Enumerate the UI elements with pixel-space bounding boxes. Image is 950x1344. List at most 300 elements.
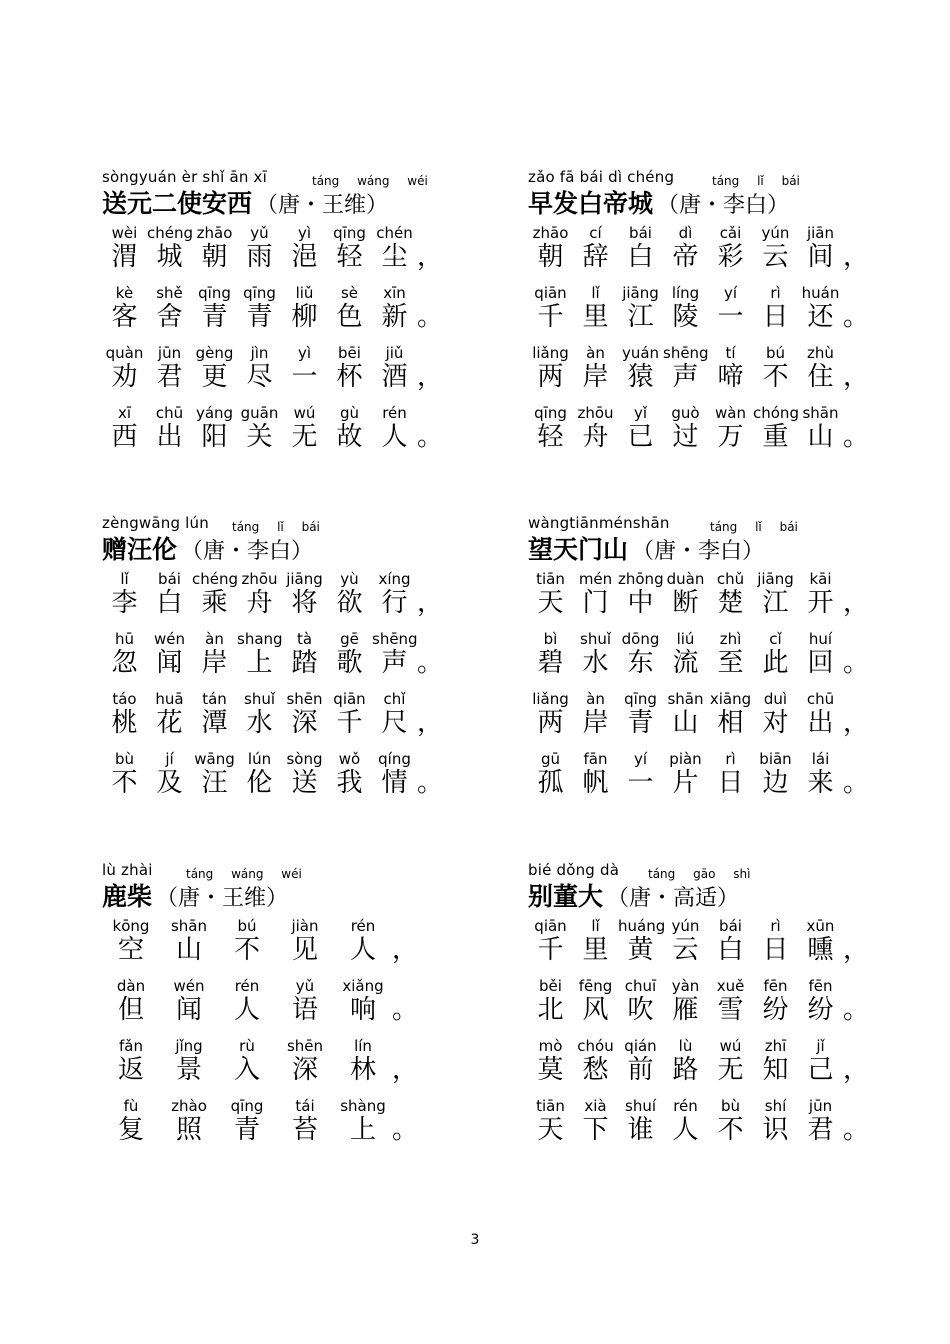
hanzi: 碧 — [537, 648, 564, 678]
syllable — [618, 284, 663, 342]
hanzi: 谁 — [627, 1115, 654, 1145]
hanzi: 对 — [762, 708, 789, 738]
hanzi: 千 — [537, 302, 564, 332]
punctuation-cell — [843, 690, 868, 748]
pinyin: yǔ — [295, 977, 315, 995]
punctuation: 。 — [843, 1115, 870, 1145]
punctuation: 。 — [843, 995, 870, 1025]
syllable — [663, 404, 708, 462]
punctuation: ， — [843, 362, 870, 392]
pinyin: bù — [720, 1097, 741, 1115]
syllable — [372, 690, 417, 748]
pinyin-spacer — [843, 224, 868, 242]
pinyin: xià — [584, 1097, 607, 1115]
syllable — [372, 630, 417, 688]
syllable — [192, 224, 237, 282]
poem-title-pinyin: lù zhài — [102, 861, 153, 879]
syllable — [753, 1037, 798, 1095]
hanzi: 云 — [672, 935, 699, 965]
syllable — [708, 750, 753, 808]
pinyin: běi — [539, 977, 562, 995]
pinyin: chéng — [192, 570, 239, 588]
pinyin: tí — [725, 344, 736, 362]
syllable — [528, 344, 573, 402]
pinyin: rù — [239, 1037, 255, 1055]
hanzi: 千 — [336, 708, 363, 738]
syllable — [160, 917, 218, 975]
poem-wang-tian-men-shan — [528, 514, 870, 808]
punctuation-cell — [843, 1037, 868, 1095]
pinyin: qiān — [534, 284, 567, 302]
hanzi: 入 — [233, 1055, 260, 1085]
poem-author-pinyin: táng lǐ bái — [712, 174, 800, 188]
syllable — [798, 1037, 843, 1095]
pinyin: qīng — [230, 1097, 264, 1115]
pinyin-spacer — [843, 1097, 868, 1115]
hanzi: 关 — [246, 422, 273, 452]
poem-title: 早发白帝城 — [528, 189, 654, 218]
hanzi: 天 — [537, 1115, 564, 1145]
hanzi: 江 — [627, 302, 654, 332]
hanzi: 柳 — [291, 302, 318, 332]
pinyin: biān — [759, 750, 792, 768]
syllable — [798, 570, 843, 628]
punctuation: 。 — [417, 302, 444, 332]
syllable — [192, 404, 237, 462]
hanzi: 舍 — [156, 302, 183, 332]
syllable — [372, 570, 417, 628]
syllable — [618, 1037, 663, 1095]
pinyin: sè — [340, 284, 359, 302]
poem-title-line — [528, 530, 764, 566]
hanzi: 来 — [807, 768, 834, 798]
pinyin-spacer — [843, 570, 868, 588]
hanzi: 新 — [381, 302, 408, 332]
poem-title-line — [102, 877, 288, 913]
pinyin: jūn — [808, 1097, 833, 1115]
poem-line — [528, 404, 870, 462]
pinyin: guān — [240, 404, 279, 422]
hanzi: 千 — [537, 935, 564, 965]
syllable — [663, 1037, 708, 1095]
hanzi: 已 — [627, 422, 654, 452]
hanzi: 人 — [381, 422, 408, 452]
pinyin: jǐng — [175, 1037, 203, 1055]
pinyin: jiāng — [622, 284, 659, 302]
punctuation: ， — [843, 708, 870, 738]
syllable — [708, 917, 753, 975]
syllable — [147, 690, 192, 748]
punctuation-cell — [392, 1097, 417, 1155]
hanzi: 返 — [117, 1055, 144, 1085]
syllable — [663, 224, 708, 282]
syllable — [282, 630, 327, 688]
punctuation-cell — [417, 750, 442, 808]
syllable — [218, 917, 276, 975]
syllable — [282, 690, 327, 748]
hanzi: 不 — [111, 768, 138, 798]
hanzi: 莫 — [537, 1055, 564, 1085]
hanzi: 相 — [717, 708, 744, 738]
pinyin: shuí — [625, 1097, 656, 1115]
poem-zao-fa-bai-di-cheng — [528, 168, 870, 462]
pinyin: jǐ — [816, 1037, 825, 1055]
hanzi: 深 — [291, 708, 318, 738]
pinyin: jiàn — [291, 917, 319, 935]
syllable — [102, 1037, 160, 1095]
pinyin: dì — [678, 224, 693, 242]
syllable — [528, 977, 573, 1035]
hanzi: 流 — [672, 648, 699, 678]
poem-title-row — [528, 514, 858, 568]
pinyin: chéng — [147, 224, 194, 242]
syllable — [192, 570, 237, 628]
hanzi: 里 — [582, 302, 609, 332]
hanzi: 前 — [627, 1055, 654, 1085]
punctuation: ， — [417, 588, 444, 618]
hanzi: 水 — [246, 708, 273, 738]
pinyin: xiāng — [709, 690, 752, 708]
hanzi: 陵 — [672, 302, 699, 332]
syllable — [708, 977, 753, 1035]
hanzi: 两 — [537, 708, 564, 738]
syllable — [334, 1037, 392, 1095]
syllable — [663, 284, 708, 342]
hanzi: 岸 — [582, 708, 609, 738]
syllable — [753, 750, 798, 808]
pinyin: shàng — [340, 1097, 386, 1115]
punctuation-cell — [417, 404, 442, 462]
pinyin: lǐ — [120, 570, 129, 588]
punctuation: 。 — [843, 768, 870, 798]
pinyin: tà — [296, 630, 313, 648]
poem-line — [102, 284, 444, 342]
pinyin: bái — [158, 570, 181, 588]
syllable — [528, 570, 573, 628]
poem-title-pinyin: zèngwāng lún — [102, 514, 209, 532]
syllable — [372, 284, 417, 342]
pinyin: dàn — [116, 977, 146, 995]
hanzi: 景 — [175, 1055, 202, 1085]
hanzi: 无 — [717, 1055, 744, 1085]
syllable — [160, 1097, 218, 1155]
pinyin: chǔ — [716, 570, 745, 588]
syllable — [282, 404, 327, 462]
syllable — [237, 404, 282, 462]
pinyin: fù — [123, 1097, 139, 1115]
syllable — [663, 750, 708, 808]
hanzi: 山 — [672, 708, 699, 738]
syllable — [753, 690, 798, 748]
poem-title-line — [102, 530, 313, 566]
poem-zeng-wang-lun — [102, 514, 444, 808]
syllable — [798, 977, 843, 1035]
hanzi: 至 — [717, 648, 744, 678]
pinyin: yáng — [195, 404, 234, 422]
syllable — [573, 224, 618, 282]
punctuation-cell — [843, 284, 868, 342]
hanzi: 送 — [291, 768, 318, 798]
syllable — [663, 917, 708, 975]
hanzi: 曛 — [807, 935, 834, 965]
syllable — [618, 404, 663, 462]
pinyin: lái — [811, 750, 830, 768]
syllable — [618, 224, 663, 282]
hanzi: 舟 — [582, 422, 609, 452]
punctuation: 。 — [392, 995, 419, 1025]
punctuation: ， — [843, 935, 870, 965]
pinyin: cǐ — [769, 630, 782, 648]
pinyin: yǔ — [250, 224, 269, 242]
hanzi: 中 — [627, 588, 654, 618]
syllable — [528, 284, 573, 342]
poem-line — [102, 690, 444, 748]
hanzi: 见 — [291, 935, 318, 965]
pinyin: rì — [725, 750, 736, 768]
hanzi: 伦 — [246, 768, 273, 798]
pinyin: xiǎng — [342, 977, 384, 995]
punctuation-cell — [417, 344, 442, 402]
poem-line — [102, 1097, 432, 1155]
syllable — [798, 917, 843, 975]
pinyin: huán — [801, 284, 840, 302]
hanzi: 江 — [762, 588, 789, 618]
pinyin: fēn — [763, 977, 788, 995]
hanzi: 情 — [381, 768, 408, 798]
punctuation-cell — [843, 917, 868, 975]
pinyin-spacer — [843, 750, 868, 768]
hanzi: 帆 — [582, 768, 609, 798]
syllable — [618, 570, 663, 628]
syllable — [528, 1037, 573, 1095]
poem-title-row — [102, 514, 432, 568]
pinyin: gē — [340, 630, 359, 648]
hanzi: 青 — [201, 302, 228, 332]
syllable — [102, 224, 147, 282]
punctuation: 。 — [843, 302, 870, 332]
punctuation-cell — [843, 630, 868, 688]
pinyin-spacer — [417, 750, 442, 768]
hanzi: 孤 — [537, 768, 564, 798]
pinyin: bù — [114, 750, 135, 768]
pinyin: qián — [624, 1037, 657, 1055]
hanzi: 城 — [156, 242, 183, 272]
pinyin: gèng — [195, 344, 234, 362]
pinyin: liǎng — [532, 344, 569, 362]
hanzi: 路 — [672, 1055, 699, 1085]
syllable — [618, 1097, 663, 1155]
hanzi: 但 — [117, 995, 144, 1025]
poem-title-line — [528, 877, 739, 913]
pinyin: lù — [678, 1037, 693, 1055]
pinyin: shě — [156, 284, 183, 302]
syllable — [708, 690, 753, 748]
syllable — [192, 344, 237, 402]
pinyin: yì — [297, 344, 312, 362]
pinyin: tán — [202, 690, 227, 708]
pinyin: piàn — [669, 750, 702, 768]
poem-line — [528, 977, 870, 1035]
syllable — [102, 977, 160, 1035]
syllable — [573, 977, 618, 1035]
punctuation-cell — [843, 224, 868, 282]
hanzi: 我 — [336, 768, 363, 798]
pinyin-spacer — [843, 977, 868, 995]
syllable — [192, 750, 237, 808]
pinyin: shān — [170, 917, 208, 935]
hanzi: 雨 — [246, 242, 273, 272]
syllable — [528, 630, 573, 688]
syllable — [708, 344, 753, 402]
pinyin: kè — [115, 284, 134, 302]
syllable — [327, 690, 372, 748]
poem-title-row — [102, 861, 432, 915]
poem-title-row — [528, 861, 858, 915]
syllable — [102, 917, 160, 975]
hanzi: 轻 — [537, 422, 564, 452]
pinyin: zhāo — [196, 224, 233, 242]
pinyin: kōng — [112, 917, 150, 935]
syllable — [573, 1037, 618, 1095]
hanzi: 君 — [807, 1115, 834, 1145]
syllable — [282, 284, 327, 342]
pinyin: shang — [237, 630, 283, 648]
pinyin: duì — [763, 690, 788, 708]
pinyin: rì — [770, 917, 781, 935]
syllable — [573, 917, 618, 975]
pinyin-spacer — [417, 570, 442, 588]
syllable — [618, 344, 663, 402]
syllable — [528, 917, 573, 975]
pinyin: jiǔ — [385, 344, 404, 362]
syllable — [147, 224, 192, 282]
hanzi: 欲 — [336, 588, 363, 618]
pinyin: wèi — [111, 224, 138, 242]
pinyin: zhōng — [618, 570, 664, 588]
pinyin: chuī — [624, 977, 657, 995]
syllable — [753, 344, 798, 402]
pinyin: rén — [234, 977, 260, 995]
punctuation-cell — [417, 284, 442, 342]
pinyin: qīng — [198, 284, 231, 302]
pinyin: bú — [765, 344, 786, 362]
punctuation: 。 — [392, 1115, 419, 1145]
syllable — [708, 224, 753, 282]
pinyin: chū — [155, 404, 184, 422]
poem-title-row — [528, 168, 858, 222]
poem-author: （唐・王维） — [156, 886, 289, 911]
punctuation-cell — [392, 977, 417, 1035]
pinyin-spacer — [843, 690, 868, 708]
hanzi: 朝 — [537, 242, 564, 272]
pinyin: gū — [540, 750, 561, 768]
syllable — [573, 630, 618, 688]
hanzi: 雪 — [717, 995, 744, 1025]
syllable — [573, 570, 618, 628]
punctuation-cell — [843, 404, 868, 462]
syllable — [237, 284, 282, 342]
hanzi: 花 — [156, 708, 183, 738]
pinyin: yún — [761, 224, 790, 242]
pinyin: mén — [578, 570, 613, 588]
hanzi: 住 — [807, 362, 834, 392]
pinyin: duàn — [666, 570, 705, 588]
pinyin: huáng — [618, 917, 666, 935]
hanzi: 歌 — [336, 648, 363, 678]
poem-title: 送元二使安西 — [102, 189, 253, 218]
pinyin: quàn — [105, 344, 144, 362]
pinyin: lún — [247, 750, 272, 768]
poem-title: 别董大 — [528, 882, 604, 911]
pinyin: liǔ — [295, 284, 314, 302]
pinyin: líng — [671, 284, 700, 302]
pinyin: cǎi — [719, 224, 742, 242]
syllable — [618, 977, 663, 1035]
pinyin: lín — [354, 1037, 372, 1055]
pinyin: yàn — [671, 977, 700, 995]
hanzi: 浥 — [291, 242, 318, 272]
pinyin: wú — [293, 404, 316, 422]
syllable — [573, 750, 618, 808]
pinyin-spacer — [417, 404, 442, 422]
pinyin: zhāo — [532, 224, 569, 242]
syllable — [663, 690, 708, 748]
syllable — [218, 977, 276, 1035]
hanzi: 客 — [111, 302, 138, 332]
pinyin: rén — [350, 917, 376, 935]
syllable — [753, 224, 798, 282]
hanzi: 边 — [762, 768, 789, 798]
syllable — [618, 630, 663, 688]
syllable — [282, 750, 327, 808]
hanzi: 色 — [336, 302, 363, 332]
punctuation-cell — [843, 977, 868, 1035]
hanzi: 声 — [381, 648, 408, 678]
syllable — [192, 630, 237, 688]
syllable — [753, 917, 798, 975]
hanzi: 青 — [627, 708, 654, 738]
pinyin-spacer — [843, 404, 868, 422]
pinyin: jìn — [250, 344, 269, 362]
syllable — [334, 1097, 392, 1155]
poem-line — [102, 977, 432, 1035]
syllable — [798, 404, 843, 462]
hanzi: 纷 — [762, 995, 789, 1025]
pinyin: yǐ — [633, 404, 648, 422]
hanzi: 阳 — [201, 422, 228, 452]
pinyin: chóu — [577, 1037, 614, 1055]
syllable — [102, 404, 147, 462]
poem-title: 望天门山 — [528, 535, 629, 564]
hanzi: 岸 — [201, 648, 228, 678]
syllable — [192, 284, 237, 342]
hanzi: 己 — [807, 1055, 834, 1085]
pinyin: àn — [205, 630, 224, 648]
poem-title-pinyin: wàngtiānménshān — [528, 514, 670, 532]
pinyin: chén — [376, 224, 413, 242]
hanzi: 劝 — [111, 362, 138, 392]
hanzi: 日 — [717, 768, 744, 798]
pinyin: bú — [237, 917, 257, 935]
pinyin-spacer — [417, 690, 442, 708]
hanzi: 上 — [349, 1115, 376, 1145]
syllable — [102, 750, 147, 808]
pinyin: lǐ — [591, 917, 600, 935]
punctuation-cell — [392, 1037, 417, 1095]
hanzi: 一 — [627, 768, 654, 798]
syllable — [327, 224, 372, 282]
hanzi: 潭 — [201, 708, 228, 738]
